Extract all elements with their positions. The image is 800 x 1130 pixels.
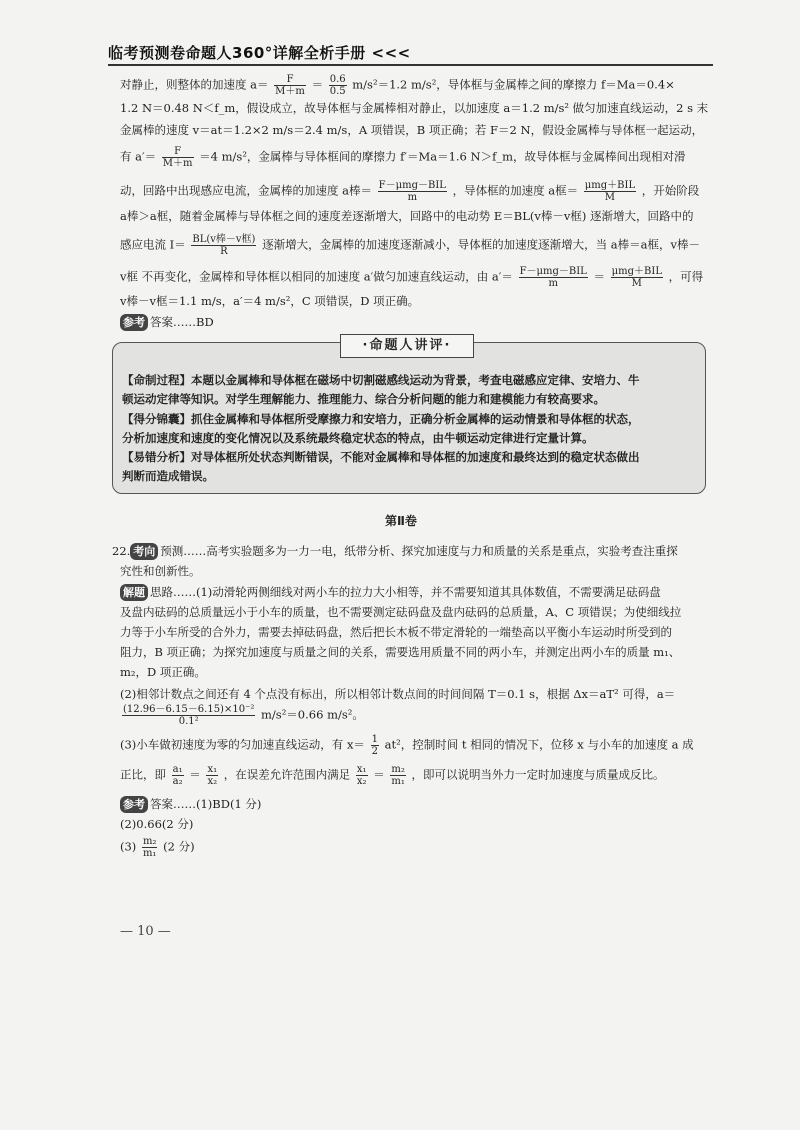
frac-num: a₁ <box>172 764 183 775</box>
solution-line-3: 金属棒的速度 v＝at＝1.2×2 m/s＝2.4 m/s，A 项错误，B 项正确；若 F＝2 N，假设金属棒与导体框一起运动， <box>120 123 704 137</box>
fraction <box>172 764 184 787</box>
text-run: ，即可以说明当外力一定时加速度与质量成反比。 <box>411 767 665 782</box>
text-run: 思路……(1)动滑轮两侧细线对两小车的拉力大小相等，并不需要知道其具体数值，不需要满足砝码盘 <box>150 585 661 599</box>
header-rule <box>108 64 713 66</box>
solution-line-7 <box>120 234 705 257</box>
answer-tag: 参考 <box>120 796 148 813</box>
fraction <box>371 734 379 757</box>
frac-den: m <box>548 278 558 289</box>
text-run: ，可得 <box>668 269 704 284</box>
fraction <box>519 266 588 289</box>
q22-line-9 <box>120 704 705 727</box>
q22-line-11 <box>120 764 705 787</box>
text-run: ，开始阶段 <box>641 183 700 198</box>
q22-line-5: 力等于小车所受的合外力，需要去掉砝码盘，然后把长木板不带定滑轮的一端垫高以平衡小车运动时所受到的 <box>120 625 672 639</box>
answer-tag: 解题 <box>120 584 148 601</box>
running-header: 临考预测卷命题人360°详解全析手册 <<< <box>108 44 411 62</box>
text-run: 感应电流 I＝ <box>120 237 186 252</box>
solution-line-9: v棒－v框＝1.1 m/s，a′＝4 m/s²，C 项错误，D 项正确。 <box>120 294 420 308</box>
q22-line-1 <box>112 543 697 560</box>
commentary-title: ·命题人讲评· <box>340 334 474 358</box>
frac-num: F－μmg－BIL <box>519 266 587 277</box>
fraction <box>206 764 218 787</box>
commentary-line: 【得分锦囊】抓住金属棒和导体框所受摩擦力和安培力，正确分析金属棒的运动情景和导体框的状态， <box>122 412 640 426</box>
solution-line-6: a棒＞a框，随着金属棒与导体框之间的速度差逐渐增大，回路中的电动势 E＝BL(v棒－v框) 逐渐增大，回路中的 <box>120 209 694 223</box>
text-run: ＝ <box>189 767 201 782</box>
solution-line-5 <box>120 180 705 203</box>
text-run: ＝ <box>593 269 605 284</box>
q22-line-4: 及盘内砝码的总质量远小于小车的质量，也不需要测定砝码盘及盘内砝码的总质量，A、C 项错误；为使细线拉 <box>120 605 682 619</box>
fraction <box>122 704 255 727</box>
answer-line-3 <box>120 836 705 859</box>
frac-num: μmg＋BIL <box>584 180 636 191</box>
commentary-line: 判断而造成错误。 <box>122 469 214 483</box>
solution-line-8 <box>120 266 705 289</box>
answer-text: 答案……(1)BD(1 分) <box>150 797 262 811</box>
question-number: 22. <box>112 544 131 558</box>
fraction <box>390 764 406 787</box>
text-run: 动，回路中出现感应电流，金属棒的加速度 a棒＝ <box>120 183 373 198</box>
q22-line-7: m₂，D 项正确。 <box>120 665 206 679</box>
frac-den: 0.1² <box>178 716 199 727</box>
fraction <box>191 234 256 257</box>
frac-num: μmg＋BIL <box>611 266 662 277</box>
answer-text: 答案……BD <box>150 315 214 329</box>
frac-num: F－μmg－BIL <box>378 180 446 191</box>
frac-den: M <box>604 192 616 203</box>
text-run: ，在误差允许范围内满足 <box>223 767 351 782</box>
answer-tag: 参考 <box>120 314 148 331</box>
fraction <box>611 266 663 289</box>
frac-den: M＋m <box>162 158 193 169</box>
section-title: 第Ⅱ卷 <box>385 514 417 528</box>
text-run: 预测……高考实验题多为一力一电，纸带分析、探究加速度与力和质量的关系是重点，实验考查注重探 <box>160 544 678 558</box>
frac-den: m <box>407 192 418 203</box>
text-run: ，导体框的加速度 a框＝ <box>452 183 579 198</box>
commentary-line: 分析加速度和速度的变化情况以及系统最终稳定状态的特点，由牛顿运动定律进行定量计算。 <box>122 431 594 445</box>
text-run: 有 a′＝ <box>120 149 157 164</box>
fraction <box>584 180 636 203</box>
text-run: 对静止，则整体的加速度 a＝ <box>120 77 269 92</box>
frac-num: m₂ <box>391 764 405 775</box>
text-run: (2 分) <box>163 839 195 854</box>
q22-line-8: (2)相邻计数点之间还有 4 个点没有标出，所以相邻计数点间的时间间隔 T＝0.1 s，根据 Δx＝aT² 可得，a＝ <box>120 687 676 701</box>
text-run: (3) <box>120 839 137 854</box>
text-run: (3)小车做初速度为零的匀加速直线运动，有 x＝ <box>120 737 365 752</box>
reference-answer-22 <box>120 796 705 813</box>
fraction <box>378 180 447 203</box>
frac-num: F <box>274 74 306 86</box>
fraction <box>162 146 194 169</box>
frac-den: m₁ <box>142 848 157 859</box>
fraction <box>142 836 158 859</box>
frac-den: 0.5 <box>329 86 346 97</box>
frac-den: x₂ <box>356 776 367 787</box>
frac-num: x₁ <box>356 764 367 775</box>
fraction <box>329 74 347 97</box>
text-run: at²，控制时间 t 相同的情况下，位移 x 与小车的加速度 a 成 <box>384 737 694 752</box>
text-run: ＝ <box>373 767 385 782</box>
text-run: 正比，即 <box>120 767 166 782</box>
frac-den: M <box>631 278 642 289</box>
fraction <box>274 74 306 97</box>
q22-line-6: 阻力，B 项正确；为探究加速度与质量之间的关系，需要选用质量不同的两小车，并测定出两小车的质量 m₁、 <box>120 645 681 659</box>
q22-line-2: 究性和创新性。 <box>120 564 201 578</box>
solution-line-4 <box>120 146 705 169</box>
frac-num: 0.6 <box>329 74 346 85</box>
reference-answer-1 <box>120 314 705 331</box>
q22-line-10 <box>120 734 705 757</box>
frac-den: a₂ <box>172 776 183 787</box>
commentary-line: 【命制过程】本题以金属棒和导体框在磁场中切割磁感线运动为背景，考查电磁感应定律、安培力、牛 <box>122 373 640 387</box>
page-number: — 10 — <box>120 924 171 939</box>
solution-line-1 <box>120 74 705 97</box>
commentary-line: 顿运动定律等知识。对学生理解能力、推理能力、综合分析问题的能力和建模能力有较高要求。 <box>122 392 605 406</box>
frac-den: R <box>220 246 228 257</box>
solution-line-2: 1.2 N＝0.48 N＜f_m，假设成立，故导体框与金属棒相对静止，以加速度 a＝1.2 m/s² 做匀加速直线运动，2 s 末 <box>120 101 709 115</box>
answer-line-2: (2)0.66(2 分) <box>120 817 194 831</box>
fraction <box>356 764 368 787</box>
frac-num: BL(v棒－v框) <box>192 234 256 245</box>
text-run: m/s²＝1.2 m/s²，导体框与金属棒之间的摩擦力 f＝Ma＝0.4× <box>352 77 675 92</box>
frac-num: F <box>162 146 194 158</box>
frac-den: 2 <box>371 746 378 757</box>
commentary-line: 【易错分析】对导体框所处状态判断错误，不能对金属棒和导体框的加速度和最终达到的稳定状态做出 <box>122 450 640 464</box>
frac-den: M＋m <box>275 86 305 97</box>
text-run: ＝4 m/s²，金属棒与导体框间的摩擦力 f′＝Ma＝1.6 N＞f_m，故导体框与金属棒间出现相对滑 <box>199 149 686 164</box>
frac-num: (12.96－6.15－6.15)×10⁻² <box>123 704 255 715</box>
text-run: 逐渐增大，金属棒的加速度逐渐减小，导体框的加速度逐渐增大，当 a棒＝a框，v棒－ <box>262 237 700 252</box>
frac-num: m₂ <box>142 836 157 847</box>
frac-num: x₁ <box>207 764 218 775</box>
frac-den: m₁ <box>391 776 405 787</box>
text-run: ＝ <box>311 77 324 92</box>
frac-den: x₂ <box>207 776 218 787</box>
text-run: v框 不再变化，金属棒和导体框以相同的加速度 a′做匀加速直线运动，由 a′＝ <box>120 269 513 284</box>
text-run: m/s²＝0.66 m/s²。 <box>261 707 364 722</box>
frac-num: 1 <box>371 734 378 745</box>
q22-line-3 <box>120 584 705 601</box>
answer-tag: 考向 <box>130 543 158 560</box>
